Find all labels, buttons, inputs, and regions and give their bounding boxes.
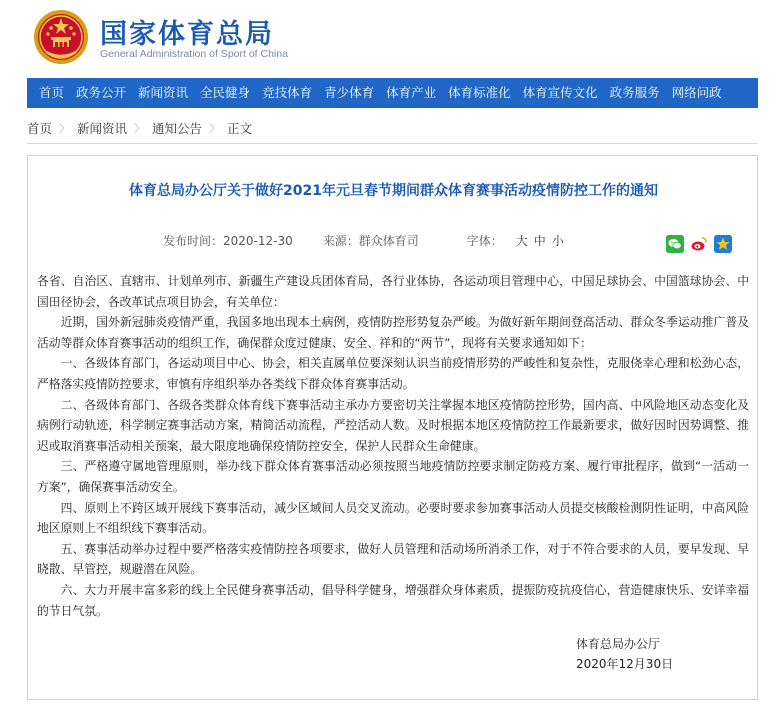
font-size-label: 字体： [466, 234, 503, 248]
nav-item-youth-sports[interactable]: 青少体育 [324, 85, 375, 100]
share-bar [666, 235, 732, 253]
paragraph-salutation: 各省、自治区、直辖市、计划单列市、新疆生产建设兵团体育局，各行业体协，各运动项目管理中心，中国足球协会、中国篮球协会、中国田径协会，各改革试点项目协会，有关单位： [37, 274, 749, 309]
nav-item-fitness[interactable]: 全民健身 [200, 85, 251, 100]
article-meta [163, 232, 567, 249]
paragraph-item-5: 五、赛事活动举办过程中要严格落实疫情防控各项要求，做好人员管理和活动场所消杀工作，对于不符合要求的人员，要早发现、早晓散、早管控，规避潜在风险。 [37, 541, 749, 577]
qzone-icon[interactable] [714, 235, 732, 253]
signature-block [576, 634, 673, 674]
wechat-icon[interactable] [666, 235, 684, 253]
nav-item-culture[interactable]: 体育宣传文化 [522, 85, 598, 100]
site-subtitle: General Administration of Sport of China [100, 48, 288, 60]
nav-item-online-inquiry[interactable]: 网络问政 [671, 85, 722, 100]
signature-org: 体育总局办公厅 [576, 637, 661, 651]
site-header [0, 0, 778, 76]
nav-item-home[interactable]: 首页 [39, 85, 65, 100]
paragraph-item-3: 三、严格遵守属地管理原则，举办线下群众体育赛事活动必须按照当地疫情防控要求制定防疫方案、履行审批程序，做到“一活动一方案”，确保赛事活动安全。 [37, 459, 749, 494]
breadcrumb-news[interactable]: 新闻资讯 [77, 121, 128, 136]
breadcrumb-notices[interactable]: 通知公告 [152, 121, 203, 136]
nav-item-competitive-sports[interactable]: 竞技体育 [262, 85, 313, 100]
breadcrumb-separator: 〉 [209, 122, 221, 135]
font-size-large-button[interactable]: 大 [515, 234, 528, 248]
paragraph-item-2: 二、各级体育部门、各级各类群众体育线下赛事活动主承办方要密切关注掌握本地区疫情防控形势，国内高、中风险地区动态变化及病例行动轨迹，科学制定赛事活动方案，精简活动流程，严控活动人数。及时根据本地区疫情防控工作最新要求，做好因时因势调整、推迟或取消赛事活动相关预案，最大限度地确保疫情防控安全，保护人民群众生命健康。 [37, 397, 749, 453]
nav-item-news[interactable]: 新闻资讯 [138, 85, 189, 100]
breadcrumb-divider [27, 143, 758, 144]
nav-item-government-affairs[interactable]: 政务公开 [76, 85, 127, 100]
breadcrumb [27, 118, 758, 138]
publish-date: 发布时间：2020-12-30 [163, 234, 293, 248]
article-body [37, 271, 749, 621]
paragraph-item-6: 六、大力开展丰富多彩的线上全民健身赛事活动，倡导科学健身，增强群众身体素质，提振防疫抗疫信心，营造健康快乐、安详幸福的节日气氛。 [37, 582, 749, 618]
breadcrumb-separator: 〉 [134, 122, 146, 135]
weibo-icon[interactable] [690, 235, 708, 253]
font-size-medium-button[interactable]: 中 [533, 234, 546, 248]
nav-item-standardization[interactable]: 体育标准化 [448, 85, 511, 100]
article-source: 来源：群众体育司 [322, 234, 419, 248]
paragraph-intro: 近期，国外新冠肺炎疫情严重，我国多地出现本土病例，疫情防控形势复杂严峻。为做好新年期间登高活动、群众冬季运动推广普及活动等群众体育赛事活动的组织工作，确保群众度过健康、安全、祥和的“两节”，现将有关要求通知如下： [37, 315, 749, 350]
article-title: 体育总局办公厅关于做好2021年元旦春节期间群众体育赛事活动疫情防控工作的通知 [129, 183, 658, 199]
paragraph-item-4: 四、原则上不跨区域开展线下赛事活动，减少区域间人员交叉流动。必要时要求参加赛事活动人员提交核酸检测阴性证明，中高风险地区原则上不组织线下赛事活动。 [37, 500, 749, 536]
paragraph-item-1: 一、各级体育部门，各运动项目中心、协会，相关直属单位要深刻认识当前疫情形势的严峻性和复杂性，克服侥幸心理和松劲心态，严格落实疫情防控要求，审慎有序组织举办各类线下群众体育赛事活动。 [37, 356, 749, 391]
font-size-small-button[interactable]: 小 [551, 234, 564, 248]
national-emblem-logo[interactable] [32, 8, 90, 66]
site-title: 国家体育总局 [100, 19, 274, 50]
signature-date: 2020年12月30日 [576, 657, 674, 671]
breadcrumb-separator: 〉 [59, 122, 71, 135]
nav-item-sports-industry[interactable]: 体育产业 [386, 85, 437, 100]
main-nav [27, 78, 758, 108]
breadcrumb-current: 正文 [227, 121, 253, 136]
breadcrumb-home[interactable]: 首页 [27, 121, 53, 136]
article-panel [27, 155, 758, 700]
nav-item-services[interactable]: 政务服务 [609, 85, 660, 100]
